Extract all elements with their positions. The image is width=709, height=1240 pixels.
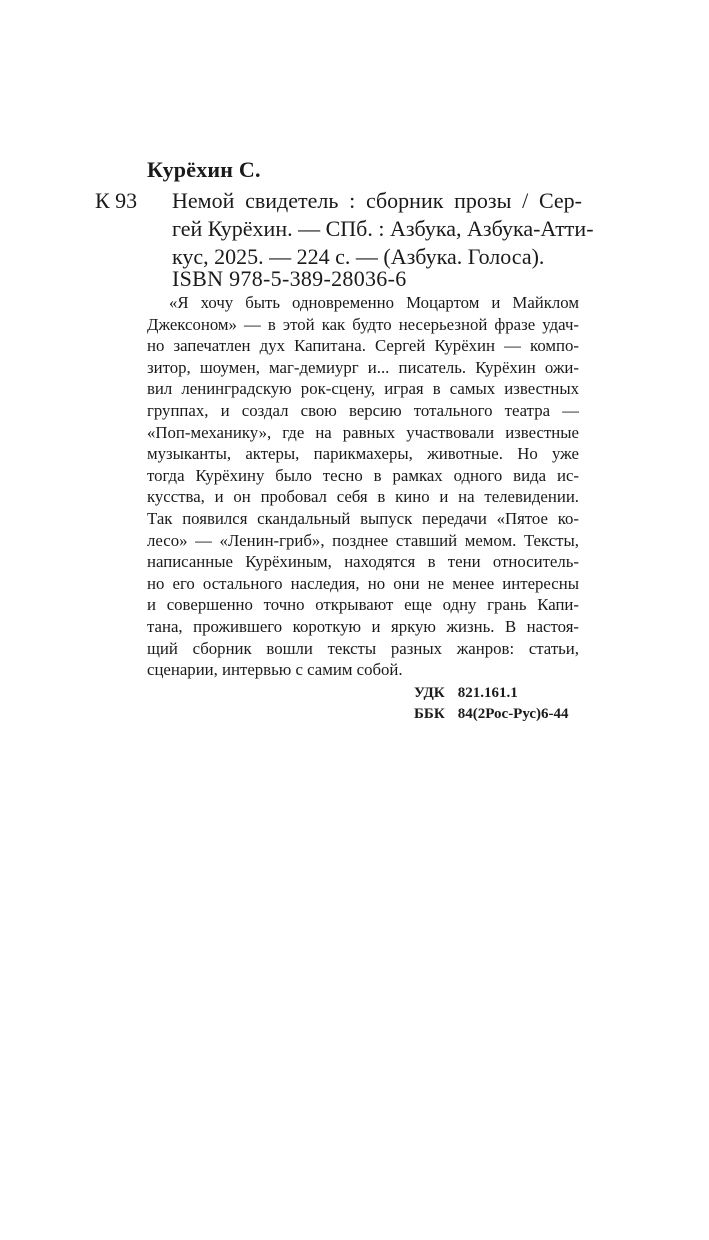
annotation-line: «Поп-механику», где на равных участвовали известные bbox=[147, 422, 579, 442]
annotation-line: группах, и создал свою версию тотального театра — bbox=[147, 400, 579, 420]
author-mark: К 93 bbox=[95, 188, 138, 213]
annotation-line: но запечатлен дух Капитана. Сергей Курёхин — компо- bbox=[147, 336, 579, 356]
description-line: гей Курёхин. — СПб. : Азбука, Азбука-Атти- bbox=[172, 216, 594, 241]
annotation-line: тана, прожившего короткую и яркую жизнь. В настоя- bbox=[147, 616, 579, 636]
annotation-line: но его остального наследия, но они не менее интересны bbox=[147, 573, 579, 593]
annotation-paragraph bbox=[147, 292, 579, 681]
bbk-value: 84(2Рос-Рус)6-44 bbox=[457, 706, 569, 722]
description-line: Немой свидетель : сборник прозы / Сер- bbox=[172, 188, 582, 213]
annotation-line: музыканты, актеры, парикмахеры, животные. Но уже bbox=[147, 444, 579, 464]
bbk-label: ББК bbox=[414, 706, 445, 722]
annotation-line: щий сборник вошли тексты разных жанров: статьи, bbox=[147, 638, 579, 658]
udk-value: 821.161.1 bbox=[457, 685, 518, 701]
annotation-line: вил ленинградскую рок-сцену, играя в самых известных bbox=[147, 379, 579, 399]
isbn: ISBN 978-5-389-28036-6 bbox=[172, 266, 407, 291]
description-line: кус, 2025. — 224 с. — (Азбука. Голоса). bbox=[172, 244, 545, 269]
bibliographic-description bbox=[172, 187, 594, 271]
author-heading: Курёхин С. bbox=[147, 157, 261, 182]
annotation-line: сценарии, интервью с самим собой. bbox=[147, 660, 403, 680]
annotation-line: кусства, и он пробовал себя в кино и на телевидении. bbox=[147, 487, 579, 507]
udk-label: УДК bbox=[414, 685, 445, 701]
annotation-line: и совершенно точно открывают еще одну грань Капи- bbox=[147, 595, 579, 615]
annotation-line: Так появился скандальный выпуск передачи «Пятое ко- bbox=[147, 508, 579, 528]
annotation-line: зитор, шоумен, маг-демиург и... писатель. Курёхин ожи- bbox=[147, 357, 579, 377]
annotation-line: тогда Курёхину было тесно в рамках одного вида ис- bbox=[147, 465, 579, 485]
udk-index bbox=[414, 683, 518, 703]
bbk-index bbox=[414, 704, 569, 724]
annotation-line: «Я хочу быть одновременно Моцартом и Майклом bbox=[169, 293, 579, 312]
annotation-line: Джексоном» — в этой как будто несерьезной фразе удач- bbox=[147, 314, 579, 334]
annotation-line: лесо» — «Ленин-гриб», позднее ставший мемом. Тексты, bbox=[147, 530, 579, 550]
annotation-line: написанные Курёхиным, находятся в тени относитель- bbox=[147, 552, 579, 572]
